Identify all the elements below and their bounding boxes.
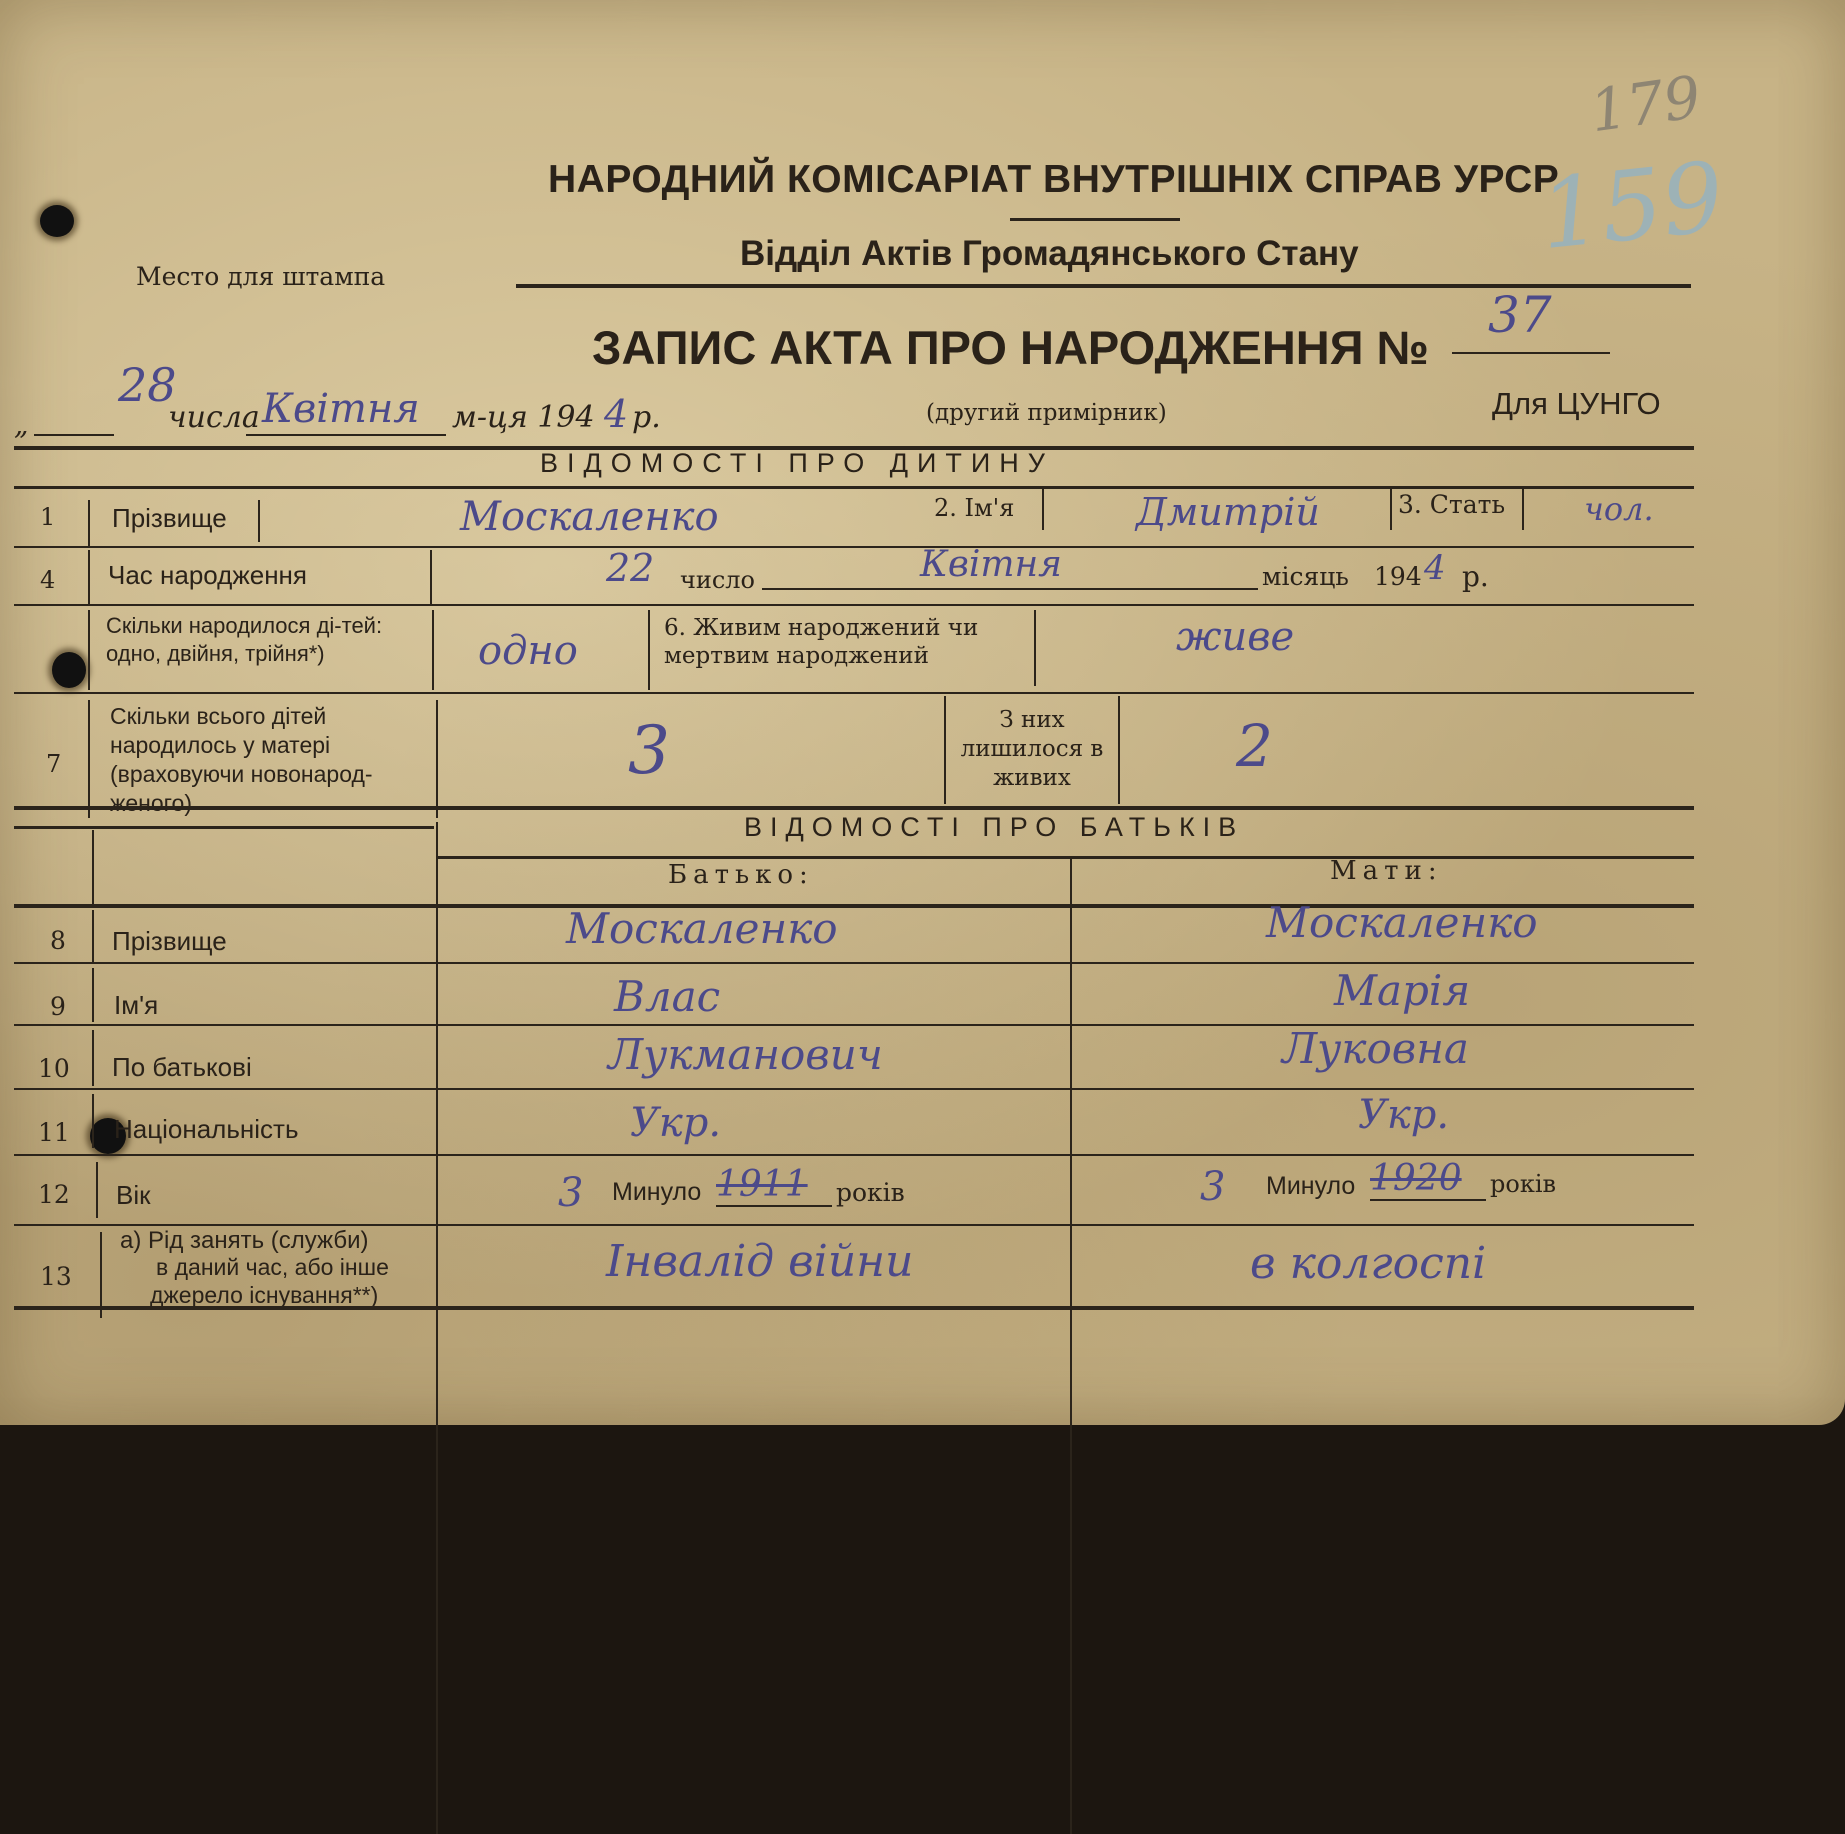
cell-border — [92, 1094, 94, 1148]
father-patronymic: Лукманович — [608, 1030, 883, 1079]
cell-border — [1042, 486, 1044, 530]
cell-border — [88, 500, 90, 546]
row-number: 8 — [50, 926, 66, 955]
cell-border — [258, 500, 260, 542]
father-header: Батько: — [668, 860, 814, 890]
father-surname: Москаленко — [566, 904, 838, 953]
birth-year-suffix: р. — [1462, 560, 1489, 593]
department-heading: Відділ Актів Громадянського Стану — [740, 234, 1359, 273]
row-number: 1 — [40, 503, 56, 531]
mother-age-prefix: Минуло — [1266, 1172, 1356, 1200]
child-section-title: ВІДОМОСТІ ПРО ДИТИНУ — [540, 448, 1054, 478]
occupation-label-line1: а) Рід занять (служби) — [120, 1227, 369, 1254]
for-label: Для ЦУНГО — [1492, 386, 1661, 421]
corner-pencil-number: 179 — [1585, 62, 1705, 146]
row-rule — [14, 1154, 1694, 1156]
age-label: Вік — [116, 1180, 151, 1210]
row-number: 12 — [38, 1180, 70, 1209]
birth-year-digit: 4 — [1424, 548, 1446, 588]
cell-border — [92, 968, 94, 1022]
father-age-suffix: років — [836, 1178, 905, 1207]
children-count-label: Скільки народилося ді-тей: одно, двійня, трійня*) — [106, 613, 383, 666]
cell-border — [88, 700, 90, 818]
cell-border — [88, 610, 90, 690]
children-count-value: одно — [478, 628, 578, 674]
mother-age-mark: 3 — [1200, 1164, 1226, 1210]
copy-note: (другий примірник) — [926, 400, 1167, 426]
cell-border — [1390, 486, 1392, 530]
record-month: Квітня — [262, 386, 420, 432]
column-border — [436, 822, 438, 1834]
year-suffix: р. — [632, 400, 661, 435]
mother-name: Марія — [1334, 966, 1471, 1015]
record-number: 37 — [1488, 286, 1552, 344]
parent-surname-label: Прізвище — [112, 926, 227, 956]
father-age-mark: 3 — [558, 1170, 584, 1216]
mother-birth-year: 1920 — [1370, 1158, 1486, 1201]
cell-border — [944, 696, 946, 804]
occupation-label-line3: джерело існування**) — [150, 1282, 379, 1308]
birth-month-underline — [762, 588, 1258, 590]
alive-label: 6. Живим народжений чи мертвим народжений — [664, 615, 979, 669]
occupation-label-line2: в даний час, або інше — [156, 1254, 389, 1280]
cell-border — [436, 700, 438, 818]
row-rule — [14, 1088, 1694, 1090]
mother-age-suffix: років — [1490, 1170, 1556, 1198]
father-occupation: Інвалід війни — [606, 1236, 914, 1287]
row-number: 7 — [46, 750, 62, 778]
cell-border — [432, 610, 434, 690]
record-day: 28 — [118, 358, 177, 412]
father-name: Влас — [614, 972, 721, 1021]
row-number: 11 — [38, 1118, 70, 1147]
mother-patronymic: Луковна — [1282, 1024, 1469, 1073]
corner-blue-number: 159 — [1534, 140, 1729, 272]
row-rule — [14, 826, 434, 829]
mother-occupation: в колгоспі — [1250, 1238, 1487, 1289]
day-label: числа — [168, 400, 260, 435]
cell-border — [92, 910, 94, 962]
record-title: ЗАПИС АКТА ПРО НАРОДЖЕННЯ № — [592, 321, 1429, 374]
birth-month-value: Квітня — [920, 544, 1063, 585]
cell-border — [648, 610, 650, 690]
child-sex-value: чол. — [1584, 490, 1654, 528]
alive-value: живе — [1176, 614, 1295, 660]
child-name-value: Дмитрій — [1136, 490, 1320, 534]
ministry-heading: НАРОДНИЙ КОМІСАРІАТ ВНУТРІШНІХ СПРАВ УРСР — [548, 158, 1560, 201]
child-name-label: 2. Ім'я — [934, 494, 1015, 522]
child-sex-label: 3. Стать — [1398, 490, 1506, 519]
child-surname-label: Прізвище — [112, 503, 227, 533]
row-number: 9 — [50, 992, 66, 1021]
cell-border — [1522, 486, 1524, 530]
total-children-value: 3 — [628, 712, 670, 789]
parent-patronymic-label: По батькові — [112, 1052, 252, 1082]
parent-nationality-label: Національність — [114, 1114, 299, 1144]
cell-border — [92, 1030, 94, 1086]
punch-hole — [40, 205, 74, 237]
mother-header: Мати: — [1330, 856, 1443, 886]
punch-hole — [52, 652, 86, 688]
row-rule — [14, 604, 1694, 606]
row-rule — [14, 692, 1694, 694]
birth-day-label: число — [680, 566, 755, 594]
row-rule — [438, 856, 1694, 859]
father-age-prefix: Минуло — [612, 1178, 702, 1206]
birth-year-prefix: 194 — [1374, 562, 1422, 591]
cell-border — [92, 830, 94, 906]
cell-border — [1118, 696, 1120, 804]
cell-border — [96, 1162, 98, 1218]
month-label: м-ця 194 — [452, 400, 595, 435]
quote-mark: „ — [14, 408, 29, 441]
father-birth-year: 1911 — [716, 1164, 832, 1207]
number-underline — [1452, 352, 1610, 354]
total-children-label: Скільки всього дітей народилось у матері (враховуючи новонарод-женого) — [110, 703, 373, 816]
table-bottom-rule — [14, 1306, 1694, 1310]
survived-value: 2 — [1236, 712, 1273, 780]
birth-time-label: Час народження — [108, 560, 307, 590]
mother-nationality: Укр. — [1358, 1092, 1450, 1138]
cell-border — [430, 550, 432, 606]
birth-day-value: 22 — [606, 546, 655, 590]
row-number: 13 — [40, 1262, 72, 1291]
row-rule — [14, 962, 1694, 964]
month-underline — [246, 434, 446, 436]
cell-border — [1034, 610, 1036, 686]
birth-month-label: місяць — [1262, 562, 1349, 591]
cell-border — [88, 550, 90, 606]
father-nationality: Укр. — [630, 1100, 722, 1146]
survived-label: З них лишилося в живих — [960, 707, 1104, 791]
row-number: 4 — [40, 566, 56, 594]
stamp-place-label: Место для штампа — [136, 262, 386, 291]
divider — [1010, 218, 1180, 221]
mother-surname: Москаленко — [1266, 898, 1538, 947]
parent-name-label: Ім'я — [114, 990, 159, 1020]
row-rule — [14, 806, 1694, 810]
column-border — [1070, 858, 1072, 1834]
row-rule — [14, 486, 1694, 489]
day-underline — [34, 434, 114, 436]
row-number: 10 — [38, 1054, 70, 1083]
child-surname-value: Москаленко — [460, 494, 719, 540]
parents-section-title: ВІДОМОСТІ ПРО БАТЬКІВ — [744, 812, 1245, 842]
record-year-digit: 4 — [604, 392, 629, 436]
